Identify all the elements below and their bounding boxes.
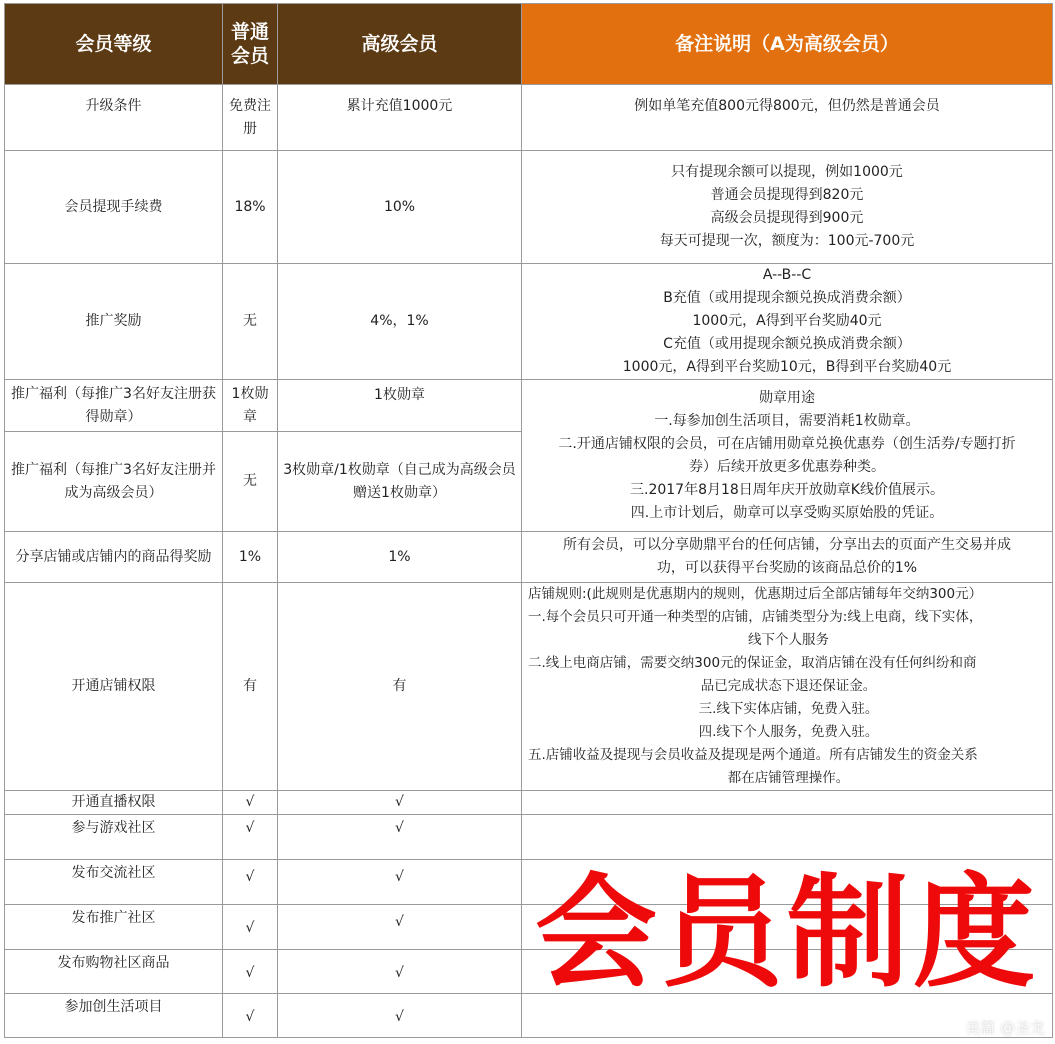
row-label: 开通店铺权限 <box>5 583 223 791</box>
row-notes <box>522 583 1053 791</box>
row-normal <box>223 85 278 151</box>
row-normal: 有 <box>223 583 278 791</box>
note-line: 店铺规则:(此规则是优惠期内的规则，优惠期过后全部店铺每年交纳300元） <box>528 586 983 602</box>
note-line: 一.每参加创生活项目，需要消耗1枚勋章。 <box>654 412 920 429</box>
row-label: 参加创生活项目 <box>5 994 223 1038</box>
note-line: 都在店铺管理操作。 <box>727 770 850 786</box>
table-row <box>5 380 1053 432</box>
row-premium: √ <box>278 905 522 950</box>
note-line: 一.每个会员只可开通一种类型的店铺，店铺类型分为:线上电商，线下实体， <box>528 609 983 625</box>
note-line: 五.店铺收益及提现与会员收益及提现是两个通道。所有店铺发生的资金关系 <box>528 747 978 763</box>
header-normal-text: 普通 会员 <box>230 21 269 67</box>
note-line: 高级会员提现得到900元 <box>710 210 864 226</box>
row-label: 升级条件 <box>5 85 223 151</box>
row-notes <box>522 532 1053 583</box>
row-premium: 1% <box>278 532 522 583</box>
row-normal: √ <box>223 860 278 905</box>
row-normal: 无 <box>223 432 278 532</box>
row-label: 分享店铺或店铺内的商品得奖励 <box>5 532 223 583</box>
row-label: 发布交流社区 <box>5 860 223 905</box>
row-normal: √ <box>223 950 278 994</box>
header-row <box>5 4 1053 85</box>
header-notes: 备注说明（A为高级会员） <box>522 4 1053 85</box>
note-line: 三.线下实体店铺，免费入驻。 <box>698 701 879 717</box>
table-row <box>5 264 1053 380</box>
table-row <box>5 791 1053 815</box>
table-row <box>5 85 1053 151</box>
row-premium: 累计充值1000元 <box>278 85 522 151</box>
watermark <box>943 1017 1045 1038</box>
row-normal: √ <box>223 994 278 1038</box>
note-line: 券）后续开放更多优惠券种类。 <box>689 458 885 475</box>
meipian-logo-icon <box>943 1017 961 1035</box>
header-level: 会员等级 <box>5 4 223 85</box>
row-label: 参与游戏社区 <box>5 815 223 860</box>
row-notes <box>522 85 1053 151</box>
row-premium: √ <box>278 860 522 905</box>
row-normal: √ <box>223 815 278 860</box>
row-premium: √ <box>278 950 522 994</box>
row-normal: 1% <box>223 532 278 583</box>
note-line: 三.2017年8月18日周年庆开放勋章K线价值展示。 <box>630 481 944 498</box>
row-label: 会员提现手续费 <box>5 151 223 264</box>
note-line: 二.开通店铺权限的会员，可在店铺用勋章兑换优惠券（创生活券/专题打折 <box>558 435 1016 452</box>
note-line: 四.上市计划后，勋章可以享受购买原始股的凭证。 <box>630 504 944 521</box>
note-line: 勋章用途 <box>759 389 815 406</box>
row-label: 发布购物社区商品 <box>5 950 223 994</box>
row-premium: √ <box>278 994 522 1038</box>
row-premium: 1枚勋章 <box>278 380 522 432</box>
row-notes <box>522 264 1053 380</box>
row-premium: 有 <box>278 583 522 791</box>
row-premium: 10% <box>278 151 522 264</box>
note-line: 二.线上电商店铺，需要交纳300元的保证金，取消店铺在没有任何纠纷和商 <box>528 655 977 671</box>
header-premium: 高级会员 <box>278 4 522 85</box>
note-line: 例如单笔充值800元得800元，但仍然是普通会员 <box>634 98 940 114</box>
row-normal: 18% <box>223 151 278 264</box>
note-line: 所有会员，可以分享勋鼎平台的任何店铺，分享出去的页面产生交易并成 <box>563 537 1011 553</box>
note-line: B充值（或用提现余额兑换成消费余额） <box>663 290 911 306</box>
note-line: 只有提现余额可以提现，例如1000元 <box>671 164 903 180</box>
row-label: 开通直播权限 <box>5 791 223 815</box>
note-line: 普通会员提现得到820元 <box>710 187 864 203</box>
row-premium: 3枚勋章/1枚勋章（自己成为高级会员赠送1枚勋章） <box>278 432 522 532</box>
row-premium: √ <box>278 791 522 815</box>
row-normal: √ <box>223 905 278 950</box>
row-normal: √ <box>223 791 278 815</box>
row-normal: 无 <box>223 264 278 380</box>
row-premium: √ <box>278 815 522 860</box>
row-premium: 4%，1% <box>278 264 522 380</box>
note-line: 每天可提现一次，额度为：100元-700元 <box>659 233 915 249</box>
row-notes <box>522 791 1053 815</box>
header-normal <box>223 4 278 85</box>
row-normal <box>223 380 278 432</box>
medal-notes <box>522 380 1053 532</box>
row-label: 推广奖励 <box>5 264 223 380</box>
row-normal-text: 免费注 册 <box>229 97 271 137</box>
note-line: 四.线下个人服务，免费入驻。 <box>698 724 879 740</box>
row-label: 发布推广社区 <box>5 905 223 950</box>
note-line: 品已完成状态下退还保证金。 <box>700 678 877 694</box>
row-notes <box>522 151 1053 264</box>
table-row <box>5 583 1053 791</box>
row-label: 推广福利（每推广3名好友注册获得勋章） <box>5 380 223 432</box>
note-line: 线下个人服务 <box>748 632 829 648</box>
table-row <box>5 815 1053 860</box>
watermark-text: 美篇 @圣龙 <box>965 1019 1045 1037</box>
row-normal-text: 1枚勋 章 <box>231 385 269 425</box>
row-notes <box>522 815 1053 860</box>
note-line: C充值（或用提现余额兑换成消费余额） <box>663 336 911 352</box>
note-line: A--B--C <box>762 267 812 283</box>
table-row <box>5 532 1053 583</box>
table-row <box>5 151 1053 264</box>
note-line: 1000元，A得到平台奖励10元，B得到平台奖励40元 <box>622 359 952 375</box>
note-line: 功，可以获得平台奖励的该商品总价的1% <box>656 560 918 576</box>
note-line: 1000元，A得到平台奖励40元 <box>692 313 882 329</box>
membership-system-stamp: 会员制度 <box>535 862 1039 1004</box>
row-label: 推广福利（每推广3名好友注册并成为高级会员） <box>5 432 223 532</box>
